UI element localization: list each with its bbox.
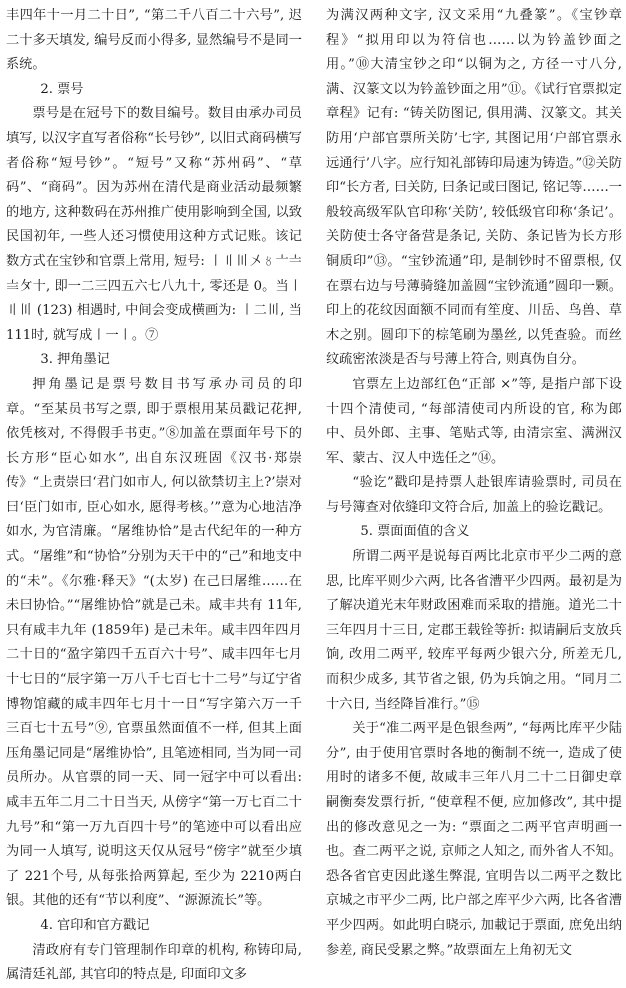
left-column: [6, 4, 302, 988]
section-heading-face-value: 5. 票面面值的含义: [360, 524, 470, 540]
footnote-marker: ⑦: [145, 327, 159, 343]
paragraph-official-titles: 官票左上边部红色“正部 ×”等, 是指户部下设十四个清使司, “每部清使司内所设的官, 称为郎中、员外郎、主事、笔贴式等, 由清宗室、满洲汉军、蒙古、汉人中选任之”⑭。: [326, 376, 622, 466]
paragraph-official-seals: 清政府有专门管理制作印章的机构, 称铸印局, 属清廷礼部, 其官印的特点是, 印面印文多: [6, 942, 302, 983]
intro-paragraph: 丰四年十一月二十日”, “第二千八百二十六号”, 迟二十多天填发, 编号反而小得多, 显然编号不是同一系统。: [6, 8, 302, 73]
paragraph-face-value-b: 关于“准二两平是色银叁两”, “每两比库平少陆分”, 由于使用官票时各地的衡制不统一, 造成了使用时的诸多不便, 故咸丰三年八月二十二日御史章嗣衡奏发票行折, “使章程不便, 应加修改”, 其中提出的修改意见之一为: “票面之二两平官声明画一也。查二两平之说, 京师之人知之, 而外省人不知。恐各省官吏因此遂生弊混, 宜明告以二两平之数比京城之市平少二两, 比户部之库平少六两, 比各省漕平少四两。如此明白晓示, 加載记于票面, 庶免出纳参差, 商民受累之弊。”故票面左上角初无文: [326, 721, 622, 958]
paragraph-seals-continued: 为满汉两种文字, 汉文采用“九叠篆”。《宝钞章程》“拟用印以为符信也……以为钤盖钞面之用。”⑩大清宝钞之印“以铜为之, 方径一寸八分, 满、汉篆文以为钤盖钞面之用”⑪。《试行官票拟定章程》记有: “铸关防图记, 俱用满、汉篆文。其关防用‘户部官票所关防’七字, 其图记用‘户部官票永远通行’八字。应行知礼部铸印局速为铸造。”⑫关防印“长方者, 曰关防, 曰条记或曰图记, 铭记等……一般较高级军队官印称‘关防’, 较低级官印称‘条记’。关防使士各守备营是条记, 关防、条记皆为长方形铜质印”⑬。“宝钞流通”印, 是制钞时不留票根, 仅在票右边与号薄骑缝加盖圆“宝钞流通”圆印一颗。印上的花纹因面额不同而有笙度、川岳、鸟兽、草木之别。圆印下的棕笔刷为墨丝, 以凭查验。而丝纹疏密浓淡是否与号薄上符合, 则真伪自分。: [326, 8, 622, 368]
paragraph-ticket-number: [6, 102, 302, 348]
paragraph-verification-stamp: “验讫”戳印是持票人赴银库请验票时, 司员在与号簿查对依缝印文符合后, 加盖上的验讫戳记。: [326, 475, 622, 515]
right-column: [326, 4, 622, 963]
section-heading-official-seals: 4. 官印和官方戳记: [40, 917, 150, 933]
section-heading-corner-ink-mark: 3. 押角墨记: [40, 352, 110, 368]
paragraph-face-value-a: 所谓二两平是说每百两比北京市平少二两的意思, 比库平则少六两, 比各省漕平少四两。最初是为了解决道光末年财政困难而采取的措施。道光二十三年四月十三日, 定郡王载铨等折: 拟请嗣后支放兵饷, 改用二两平, 较库平每两少银六分, 所差无几, 而积少成多, 其节省之银, 仍为兵饷之用。“同月二十六日, 当经降旨准行。”⑮: [326, 549, 622, 712]
paragraph-ticket-number-text: 票号是在冠号下的数目编号。数目由承办司员填写, 以汉字直写者俗称“长号钞”, 以旧式商码横写者俗称“短号钞”。“短号”又称“苏州码”、“草码”、“商码”。因为苏州在清代是商业活动最频繁的地方, 这种数码在苏州推广使用影响到全国, 以致民国初年, 一些人还习惯使用这种方式记账。该记数方式在宝钞和官票上常用, 短号: 〡〢〣〤〥〦〧〨〩十, 即一二三四五六七八九十, 零还是 0。当〡〢〣 (123) 相遇时, 中间会变成横画为: 〡二〣, 当 111时, 就写成〡一〡。: [6, 106, 302, 343]
paragraph-corner-ink-mark: 押角墨记是票号数目书写承办司员的印章。“至某员书写之票, 即于票根用某员戳记花押, 依凭核对, 不得假手书吏。”⑧加盖在票面年号下的长方形“臣心如水”, 出自东汉班固《汉书·郑崇传》“上责崇曰‘君门如市人, 何以欲禁切主上?’崇对曰‘臣门如市, 臣心如水, 愿得考核。’”意为心地洁净如水, 为官清廉。“屠维协恰”是古代纪年的一种方式。“屠维”和“协恰”分别为天干中的“己”和地支中的“未”。《尔雅·释天》“(太岁) 在己曰屠维……在未曰协恰。”“屠维协恰”就是己未。咸丰共有 11年, 只有咸丰九年 (1859年) 是己未年。咸丰四年四月二十日的“盈字第四千五百六十号”、咸丰四年七月十七日的“辰字第一万八千七百七十二号”与辽宁省博物馆藏的咸丰四年七月十一日“写字第六万一千三百七十五号”⑨, 官票虽然面值不一样, 但其上面压角墨记同是“屠维协恰”, 且笔迹相同, 当为同一司员所办。从官票的同一天、同一冠字中可以看出: 咸丰五年二月二十日当天, 从傍字“第一万七百二十九号”和“第一万九百四十号”的笔迹中可以看出应为同一人填写, 说明这天仅从冠号“傍字”就至少填了 221个号, 从每张拾两算起, 至少为 2210两白银。其他的还有“节以利度”、“源源流长”等。: [6, 376, 302, 909]
section-heading-ticket-number: 2. 票号: [40, 81, 84, 97]
